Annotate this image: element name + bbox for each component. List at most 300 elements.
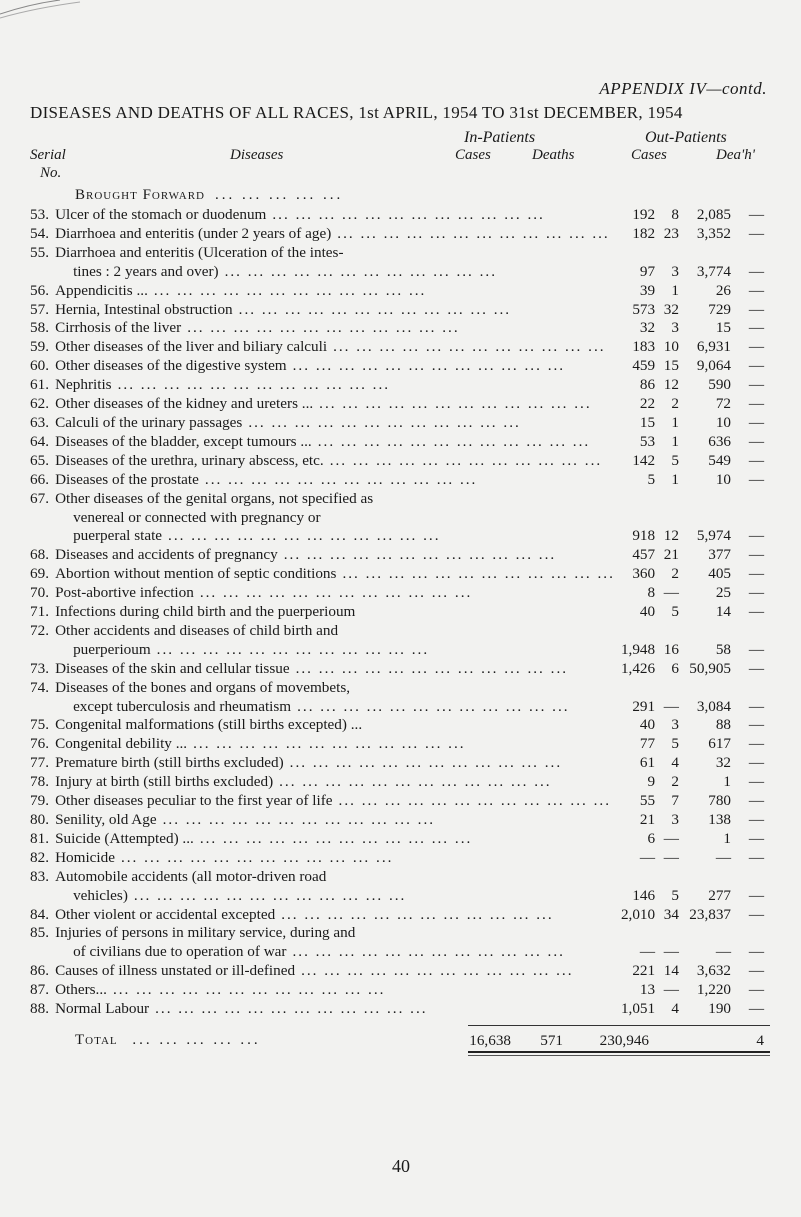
in-deaths-cell: — — [663, 697, 679, 715]
serial-number: 88. — [30, 1000, 49, 1018]
serial-no-header: No. — [40, 165, 62, 181]
total-double-rule-lower — [468, 1055, 770, 1056]
disease-name — [55, 452, 615, 471]
disease-line: Abortion without mention of septic conditions — [55, 565, 337, 583]
in-deaths-cell: 2 — [671, 395, 679, 413]
disease-name — [55, 206, 615, 225]
in-deaths-cell: 14 — [663, 962, 679, 980]
in-cases-cell: 22 — [639, 395, 656, 413]
total-out-cases: 230,946 — [599, 1032, 649, 1049]
in-cases-cell: 40 — [639, 603, 656, 621]
serial-number: 75. — [30, 716, 49, 734]
out-cases-cell: 3,084 — [696, 697, 732, 715]
in-cases-cell: 1,948 — [620, 640, 656, 658]
in-deaths-cell: 1 — [671, 281, 679, 299]
out-cases-cell: 10 — [715, 413, 732, 431]
out-cases-cell: 9,064 — [696, 357, 732, 375]
out-cases-cell: 190 — [708, 1000, 732, 1018]
in-deaths-cell: 12 — [663, 376, 679, 394]
page-number: 40 — [392, 1156, 410, 1176]
disease-line: Automobile accidents (all motor-driven road — [55, 867, 327, 885]
disease-name — [55, 565, 615, 584]
out-deaths-cell: — — [748, 754, 764, 772]
disease-name — [55, 981, 615, 1000]
table-row — [30, 735, 770, 754]
disease-line: Diarrhoea and enteritis (Ulceration of the intes- — [55, 243, 344, 261]
in-cases-cell: — — [639, 943, 656, 961]
dot-leader: ... ... ... ... ... ... ... ... ... ... ... ... — [292, 943, 565, 961]
dot-leader: ... ... ... ... ... ... ... ... ... ... ... ... — [224, 262, 498, 280]
table-row — [30, 924, 770, 962]
table-row — [30, 301, 770, 320]
in-cases-cell: 40 — [639, 716, 656, 734]
disease-name — [55, 433, 615, 452]
disease-name — [55, 225, 615, 244]
dot-leader: ... ... ... ... ... ... ... ... ... ... ... ... — [199, 584, 473, 602]
out-deaths-cell: — — [748, 603, 764, 621]
in-deaths-cell: — — [663, 584, 679, 602]
dot-leader: ... ... ... ... ... ... ... ... ... ... ... ... — [281, 905, 554, 923]
out-deaths-cell: — — [748, 319, 764, 337]
dot-leader: ... ... ... ... ... ... ... ... ... ... ... ... — [162, 811, 436, 828]
in-cases-cell: 55 — [639, 792, 656, 810]
serial-number: 74. — [30, 678, 49, 696]
disease-name — [55, 603, 615, 622]
in-cases-cell: — — [639, 848, 656, 866]
in-deaths-header: Deaths — [532, 147, 575, 163]
disease-name — [55, 660, 615, 679]
out-cases-cell: — — [715, 848, 732, 866]
disease-name — [55, 1000, 615, 1019]
disease-name — [55, 849, 615, 868]
dot-leader: ... ... ... ... ... ... ... ... ... ... ... ... — [283, 546, 557, 564]
out-cases-cell: 1 — [723, 773, 732, 791]
serial-number: 85. — [30, 924, 49, 942]
serial-number: 56. — [30, 281, 49, 299]
out-deaths-cell: — — [748, 584, 764, 602]
table-row — [30, 206, 770, 225]
table-row — [30, 849, 770, 868]
dot-leader: ... ... ... ... ... ... ... ... ... ... ... ... — [238, 300, 512, 318]
table-row — [30, 319, 770, 338]
serial-number: 69. — [30, 565, 49, 583]
serial-number: 80. — [30, 811, 49, 828]
in-deaths-cell: 5 — [671, 735, 679, 753]
disease-line: Diseases of the bones and organs of movembets, — [55, 678, 351, 696]
table-row — [30, 868, 770, 906]
out-deaths-cell: — — [748, 376, 764, 394]
table-row — [30, 244, 770, 282]
out-cases-cell: 1 — [723, 829, 732, 847]
out-cases-cell: 50,905 — [689, 659, 732, 677]
in-cases-cell: 291 — [632, 697, 656, 715]
in-deaths-cell: 5 — [671, 886, 679, 904]
disease-line: Calculi of the urinary passages — [55, 413, 243, 431]
out-deaths-cell: — — [748, 395, 764, 413]
disease-line: Other diseases of the liver and biliary calculi — [55, 338, 328, 356]
out-cases-cell: 25 — [715, 584, 732, 602]
in-cases-cell: 32 — [639, 319, 656, 337]
table-row — [30, 282, 770, 301]
out-cases-cell: 636 — [708, 432, 732, 450]
disease-line: of civilians due to operation of war — [73, 943, 287, 961]
in-cases-cell: 918 — [632, 527, 656, 545]
table-row — [30, 679, 770, 717]
dot-leader: ... ... ... ... ... ... ... ... ... ... ... ... — [120, 848, 394, 866]
diseases-table — [30, 206, 770, 1019]
table-row — [30, 773, 770, 792]
in-deaths-cell: 3 — [671, 716, 679, 734]
in-deaths-cell: 16 — [663, 640, 679, 658]
dot-leader: ... ... ... ... ... ... ... ... ... ... ... ... — [204, 470, 478, 488]
in-cases-cell: 192 — [632, 206, 656, 223]
serial-number: 64. — [30, 432, 49, 450]
disease-line: Ulcer of the stomach or duodenum — [55, 206, 267, 223]
in-deaths-cell: 15 — [663, 357, 679, 375]
in-deaths-cell: 4 — [671, 1000, 679, 1018]
in-deaths-cell: 12 — [663, 527, 679, 545]
dot-leader: ... ... ... ... ... ... ... ... ... ... ... ... — [168, 527, 441, 545]
out-cases-cell: 32 — [715, 754, 732, 772]
table-row — [30, 471, 770, 490]
out-deaths-cell: — — [748, 640, 764, 658]
disease-line: Post-abortive infection — [55, 584, 194, 602]
disease-line: Normal Labour — [55, 1000, 150, 1018]
page-corner-mark — [0, 0, 90, 20]
disease-line: Other violent or accidental excepted — [55, 905, 276, 923]
in-cases-cell: 15 — [639, 413, 656, 431]
disease-line: Diarrhoea and enteritis (under 2 years of age) — [55, 224, 332, 242]
in-cases-cell: 1,051 — [620, 1000, 656, 1018]
serial-number: 76. — [30, 735, 49, 753]
dot-leader: ... ... ... ... ... ... ... ... ... ... ... ... — [295, 659, 569, 677]
out-cases-cell: 617 — [708, 735, 732, 753]
table-row — [30, 452, 770, 471]
in-cases-cell: 573 — [632, 300, 656, 318]
serial-number: 82. — [30, 848, 49, 866]
in-cases-cell: 146 — [632, 886, 656, 904]
out-deaths-cell: — — [748, 413, 764, 431]
disease-name — [55, 546, 615, 565]
disease-name — [55, 924, 615, 962]
total-label: Total ... ... ... ... ... — [75, 1032, 261, 1048]
in-cases-cell: 182 — [632, 224, 656, 242]
dot-leader: ... ... ... ... ... ... ... ... ... ... ... ... — [317, 432, 591, 450]
disease-line: tines : 2 years and over) — [73, 262, 219, 280]
out-deaths-cell: — — [748, 1000, 764, 1018]
table-row — [30, 716, 770, 735]
dot-leader: ... ... ... ... ... ... ... ... ... ... ... ... — [319, 395, 592, 413]
disease-name — [55, 244, 615, 282]
disease-name — [55, 754, 615, 773]
disease-line: Cirrhosis of the liver — [55, 319, 182, 337]
out-cases-cell: 3,632 — [696, 962, 732, 980]
dot-leader: ... ... ... ... ... ... ... ... ... ... ... ... — [301, 962, 574, 980]
out-cases-cell: 23,837 — [689, 905, 732, 923]
brought-forward: Brought Forward ... ... ... ... ... — [75, 187, 344, 203]
serial-number: 65. — [30, 451, 49, 469]
out-deaths-cell: — — [748, 848, 764, 866]
disease-name — [55, 338, 615, 357]
out-deaths-cell: — — [748, 962, 764, 980]
out-cases-cell: 3,352 — [696, 224, 732, 242]
out-cases-cell: 729 — [708, 300, 732, 318]
in-deaths-cell: 1 — [671, 432, 679, 450]
dot-leader: ... ... ... ... ... ... ... ... ... ... ... ... — [337, 224, 610, 242]
total-out-deaths: 4 — [756, 1032, 764, 1049]
dot-leader: ... ... ... ... ... ... ... ... ... ... ... ... — [187, 319, 460, 337]
in-cases-cell: 9 — [647, 773, 656, 791]
out-deaths-cell: — — [748, 281, 764, 299]
table-row — [30, 981, 770, 1000]
in-cases-cell: 1,426 — [620, 659, 656, 677]
in-deaths-cell: 1 — [671, 413, 679, 431]
serial-header: Serial — [30, 147, 66, 163]
table-row — [30, 395, 770, 414]
total-top-rule — [468, 1025, 770, 1026]
table-row — [30, 490, 770, 547]
disease-line: Congenital malformations (still births excepted) ... — [55, 716, 363, 734]
disease-line: Homicide — [55, 848, 115, 866]
table-row — [30, 622, 770, 660]
disease-line: vehicles) — [73, 886, 128, 904]
disease-line: Injuries of persons in military service, during and — [55, 924, 356, 942]
disease-line: Premature birth (still births excluded) — [55, 754, 284, 772]
serial-number: 55. — [30, 243, 49, 261]
table-row — [30, 433, 770, 452]
total-in-deaths: 571 — [540, 1032, 563, 1049]
out-deaths-cell: — — [748, 224, 764, 242]
disease-line: puerperal state — [73, 527, 163, 545]
dot-leader: ... ... ... ... ... ... ... ... ... ... ... ... — [156, 640, 430, 658]
dot-leader: ... ... ... ... ... ... ... ... ... ... ... ... — [279, 773, 552, 791]
dot-leader: ... ... ... ... ... ... ... ... ... ... ... ... — [292, 357, 566, 375]
dot-leader: ... ... ... ... ... ... ... ... ... ... ... ... — [289, 754, 563, 772]
in-cases-cell: 61 — [639, 754, 656, 772]
table-row — [30, 792, 770, 811]
disease-line: Diseases of the prostate — [55, 470, 199, 488]
dot-leader: ... ... ... ... ... ... ... ... ... ... ... ... — [248, 413, 521, 431]
serial-number: 81. — [30, 829, 49, 847]
disease-line: Other diseases of the digestive system — [55, 357, 287, 375]
in-deaths-cell: 2 — [671, 773, 679, 791]
serial-number: 79. — [30, 792, 49, 810]
out-cases-cell: 6,931 — [696, 338, 732, 356]
disease-name — [55, 319, 615, 338]
in-deaths-cell: 6 — [671, 659, 679, 677]
out-deaths-cell: — — [748, 981, 764, 999]
dot-leader: ... ... ... ... ... ... ... ... ... ... ... ... — [155, 1000, 428, 1018]
out-deaths-cell: — — [748, 886, 764, 904]
out-deaths-cell: — — [748, 716, 764, 734]
serial-number: 61. — [30, 376, 49, 394]
disease-line: Appendicitis ... — [55, 281, 148, 299]
in-deaths-cell: — — [663, 981, 679, 999]
total-in-cases: 16,638 — [469, 1032, 511, 1049]
serial-number: 68. — [30, 546, 49, 564]
out-deaths-cell: — — [748, 357, 764, 375]
disease-name — [55, 716, 615, 735]
table-row — [30, 603, 770, 622]
out-cases-cell: 590 — [708, 376, 732, 394]
table-row — [30, 357, 770, 376]
disease-line: venereal or connected with pregnancy or — [73, 508, 321, 526]
disease-line: Diseases of the skin and cellular tissue — [55, 659, 290, 677]
disease-line: Senility, old Age — [55, 811, 157, 828]
table-row — [30, 1000, 770, 1019]
in-deaths-cell: 23 — [663, 224, 679, 242]
disease-line: except tuberculosis and rheumatism — [73, 697, 292, 715]
in-deaths-cell: 5 — [671, 451, 679, 469]
in-cases-cell: 360 — [632, 565, 656, 583]
dot-leader: ... ... ... ... ... ... ... ... ... ... ... ... — [112, 981, 386, 999]
out-deaths-cell: — — [748, 432, 764, 450]
serial-number: 54. — [30, 224, 49, 242]
serial-number: 59. — [30, 338, 49, 356]
serial-number: 62. — [30, 395, 49, 413]
dot-leader: ... ... ... ... ... ... ... ... ... ... ... ... — [333, 338, 606, 356]
out-cases-cell: 405 — [708, 565, 732, 583]
dot-leader: ... ... ... ... ... ... ... ... ... ... ... ... — [193, 735, 466, 753]
out-deaths-cell: — — [748, 300, 764, 318]
serial-number: 87. — [30, 981, 49, 999]
in-cases-cell: 183 — [632, 338, 656, 356]
out-cases-cell: 58 — [715, 640, 732, 658]
disease-line: Suicide (Attempted) ... — [55, 829, 194, 847]
serial-number: 67. — [30, 489, 49, 507]
disease-line: Other accidents and diseases of child birth and — [55, 621, 339, 639]
disease-name — [55, 357, 615, 376]
table-row — [30, 546, 770, 565]
in-cases-cell: 8 — [647, 584, 656, 602]
in-cases-cell: 39 — [639, 281, 656, 299]
disease-line: Hernia, Intestinal obstruction — [55, 300, 233, 318]
disease-line: Diseases of the bladder, except tumours ... — [55, 432, 312, 450]
out-deaths-cell: — — [748, 792, 764, 810]
out-deaths-cell: — — [748, 451, 764, 469]
in-deaths-cell: 7 — [671, 792, 679, 810]
dot-leader: ... ... ... ... ... ... ... ... ... ... ... ... — [133, 886, 407, 904]
in-cases-cell: 142 — [632, 451, 656, 469]
out-deaths-cell: — — [748, 262, 764, 280]
in-deaths-cell: — — [663, 943, 679, 961]
serial-number: 78. — [30, 773, 49, 791]
disease-line: Infections during child birth and the puerperioum — [55, 603, 356, 621]
serial-number: 53. — [30, 206, 49, 223]
out-deaths-cell: — — [748, 943, 764, 961]
table-row — [30, 565, 770, 584]
in-deaths-cell: 4 — [671, 754, 679, 772]
table-row — [30, 830, 770, 849]
dot-leader: ... ... ... ... ... ... ... ... ... ... ... ... — [342, 565, 615, 583]
out-cases-cell: 2,085 — [696, 206, 732, 223]
serial-number: 63. — [30, 413, 49, 431]
table-row — [30, 660, 770, 679]
serial-number: 86. — [30, 962, 49, 980]
in-cases-header: Cases — [455, 147, 491, 163]
in-cases-cell: 77 — [639, 735, 656, 753]
disease-name — [55, 792, 615, 811]
out-cases-cell: 138 — [708, 811, 732, 828]
in-patients-header: In-Patients — [464, 129, 536, 146]
serial-number: 72. — [30, 621, 49, 639]
out-deaths-cell: — — [748, 470, 764, 488]
in-cases-cell: 86 — [639, 376, 656, 394]
table-row — [30, 338, 770, 357]
disease-name — [55, 962, 615, 981]
disease-name — [55, 906, 615, 925]
serial-number: 57. — [30, 300, 49, 318]
serial-number: 70. — [30, 584, 49, 602]
out-patients-header: Out-Patients — [645, 129, 727, 146]
disease-name — [55, 414, 615, 433]
out-deaths-cell: — — [748, 546, 764, 564]
serial-number: 58. — [30, 319, 49, 337]
in-deaths-cell: 21 — [663, 546, 679, 564]
dot-leader: ... ... ... ... ... ... ... ... ... ... ... ... — [338, 792, 611, 810]
dot-leader: ... ... ... ... ... ... ... ... ... ... ... ... — [117, 376, 391, 394]
out-deaths-cell: — — [748, 206, 764, 223]
serial-number: 71. — [30, 603, 49, 621]
disease-line: Other diseases of the genital organs, not specified as — [55, 489, 374, 507]
disease-name — [55, 622, 615, 660]
in-cases-cell: 5 — [647, 470, 656, 488]
out-deaths-cell: — — [748, 773, 764, 791]
out-cases-cell: 3,774 — [696, 262, 732, 280]
disease-name — [55, 773, 615, 792]
disease-name — [55, 811, 615, 830]
disease-name — [55, 490, 615, 547]
appendix-label: APPENDIX IV—contd. — [599, 79, 767, 98]
disease-line: Injury at birth (still births excluded) — [55, 773, 274, 791]
out-cases-cell: 549 — [708, 451, 732, 469]
in-cases-cell: 21 — [639, 811, 656, 828]
table-row — [30, 376, 770, 395]
disease-name — [55, 679, 615, 717]
disease-line: Congenital debility ... — [55, 735, 188, 753]
disease-line: Diseases of the urethra, urinary abscess, etc. — [55, 451, 324, 469]
dot-leader: ... ... ... ... ... ... ... ... ... ... ... ... — [153, 281, 427, 299]
out-deaths-cell: — — [748, 338, 764, 356]
in-deaths-cell: 3 — [671, 811, 679, 828]
in-cases-cell: 459 — [632, 357, 656, 375]
total-double-rule — [468, 1051, 770, 1053]
out-cases-cell: 88 — [715, 716, 732, 734]
dot-leader: ... ... ... ... ... ... ... ... ... ... ... ... — [297, 697, 570, 715]
in-cases-cell: 6 — [647, 829, 656, 847]
dot-leader: ... ... ... ... ... ... ... ... ... ... ... ... — [329, 451, 603, 469]
in-deaths-cell: 3 — [671, 319, 679, 337]
out-deaths-cell: — — [748, 697, 764, 715]
table-row — [30, 906, 770, 925]
disease-line: Others... — [55, 981, 107, 999]
in-deaths-cell: 1 — [671, 470, 679, 488]
out-cases-cell: 277 — [708, 886, 732, 904]
disease-name — [55, 395, 615, 414]
disease-name — [55, 868, 615, 906]
out-deaths-cell: — — [748, 811, 764, 828]
serial-number: 60. — [30, 357, 49, 375]
in-deaths-cell: — — [663, 848, 679, 866]
in-cases-cell: 457 — [632, 546, 656, 564]
out-cases-cell: 14 — [715, 603, 732, 621]
in-deaths-cell: — — [663, 829, 679, 847]
out-cases-cell: 5,974 — [696, 527, 732, 545]
out-deaths-cell: — — [748, 527, 764, 545]
table-row — [30, 225, 770, 244]
disease-name — [55, 471, 615, 490]
serial-number: 73. — [30, 659, 49, 677]
